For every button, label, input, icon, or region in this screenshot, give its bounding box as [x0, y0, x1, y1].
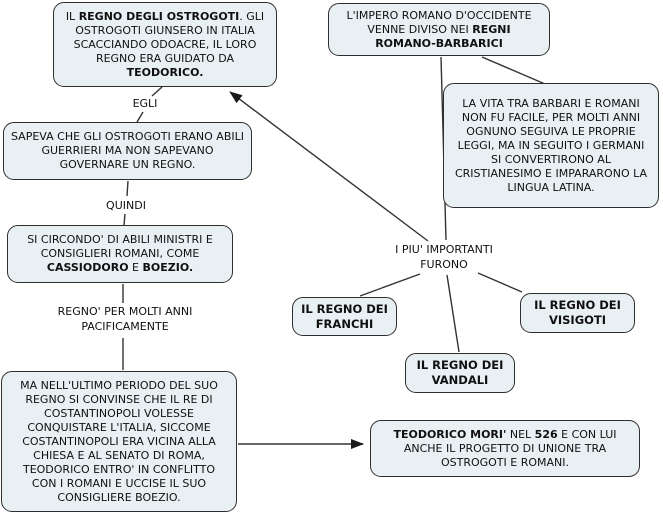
- node-regno-franchi-text: IL REGNO DEI FRANCHI: [301, 301, 388, 331]
- node-regno-vandali-text: IL REGNO DEI VANDALI: [416, 358, 504, 387]
- connector-quindi-circondo: [124, 214, 125, 225]
- node-impero-romano[interactable]: [328, 3, 550, 56]
- node-regno-visigoti-text: IL REGNO DEI VISIGOTI: [534, 298, 621, 327]
- node-teodorico-mori[interactable]: [370, 420, 640, 477]
- connector-ostrogoti-egli: [152, 87, 162, 96]
- node-sapeva-guerrieri-text: SAPEVA CHE GLI OSTROGOTI ERANO ABILI GUERRIERI MA NON SAPEVANO GOVERNARE UN REGNO.: [11, 130, 244, 171]
- node-regno-vandali[interactable]: [405, 353, 515, 393]
- connector-furono-franchi: [360, 274, 420, 296]
- node-impero-romano-text: L'IMPERO ROMANO D'OCCIDENTE VENNE DIVISO NEI REGNI ROMANO-BARBARICI: [346, 8, 532, 50]
- node-regno-ostrogoti[interactable]: [53, 2, 277, 87]
- node-vita-barbari-romani[interactable]: [443, 83, 659, 208]
- connector-sapeva-quindi: [127, 181, 128, 196]
- node-vita-barbari-romani-text: LA VITA TRA BARBARI E ROMANI NON FU FACILE, PER MOLTI ANNI OGNUNO SEGUIVA LE PROPRIE LEGGI, MA IN SEGUITO I GERMANI SI CONVERTIRONO AL CRISTIANESIMO E IMPARARONO LA LINGUA LATINA.: [454, 96, 648, 194]
- arrow-piu-ostrogoti: [230, 92, 428, 241]
- node-ministri-consiglieri[interactable]: [7, 225, 233, 283]
- node-ultimo-periodo[interactable]: [1, 371, 237, 512]
- node-ministri-consiglieri-text: SI CIRCONDO' DI ABILI MINISTRI E CONSIGLIERI ROMANI, COME CASSIODORO E BOEZIO.: [27, 233, 213, 274]
- node-regno-visigoti[interactable]: [520, 293, 635, 333]
- connector-egli-sapeva: [137, 112, 143, 122]
- link-label-quindi: QUINDI: [106, 199, 146, 212]
- connector-impero-vita: [482, 57, 545, 84]
- link-label-egli: EGLI: [132, 97, 158, 110]
- node-teodorico-mori-text: TEODORICO MORI' NEL 526 E CON LUI ANCHE IL PROGETTO DI UNIONE TRA OSTROGOTI E ROMANI.: [393, 427, 617, 469]
- node-regno-ostrogoti-text: IL REGNO DEGLI OSTROGOTI. GLI OSTROGOTI GIUNSERO IN ITALIA SCACCIANDO ODOACRE, IL LORO REGNO ERA GUIDATO DA TEODORICO.: [65, 9, 265, 79]
- node-ultimo-periodo-text: MA NELL'ULTIMO PERIODO DEL SUO REGNO SI CONVINSE CHE IL RE DI COSTANTINOPOLI VOLESSE CONQUISTARE L'ITALIA, SICCOME COSTANTINOPOLI ERA VICINA ALLA CHIESA E AL SENATO DI ROMA, TEODORICO ENTRO' IN CONFLITTO CON I ROMANI E UCCISE IL SUO CONSIGLIERE BOEZIO.: [20, 378, 218, 504]
- connector-furono-visigoti: [478, 273, 522, 292]
- link-label-piu-importanti: I PIU' IMPORTANTI FURONO: [395, 243, 493, 271]
- connector-furono-vandali: [447, 275, 459, 352]
- node-sapeva-guerrieri[interactable]: [3, 122, 252, 180]
- node-regno-franchi[interactable]: [292, 297, 397, 336]
- link-label-regno-anni: REGNO' PER MOLTI ANNI PACIFICAMENTE: [57, 305, 193, 333]
